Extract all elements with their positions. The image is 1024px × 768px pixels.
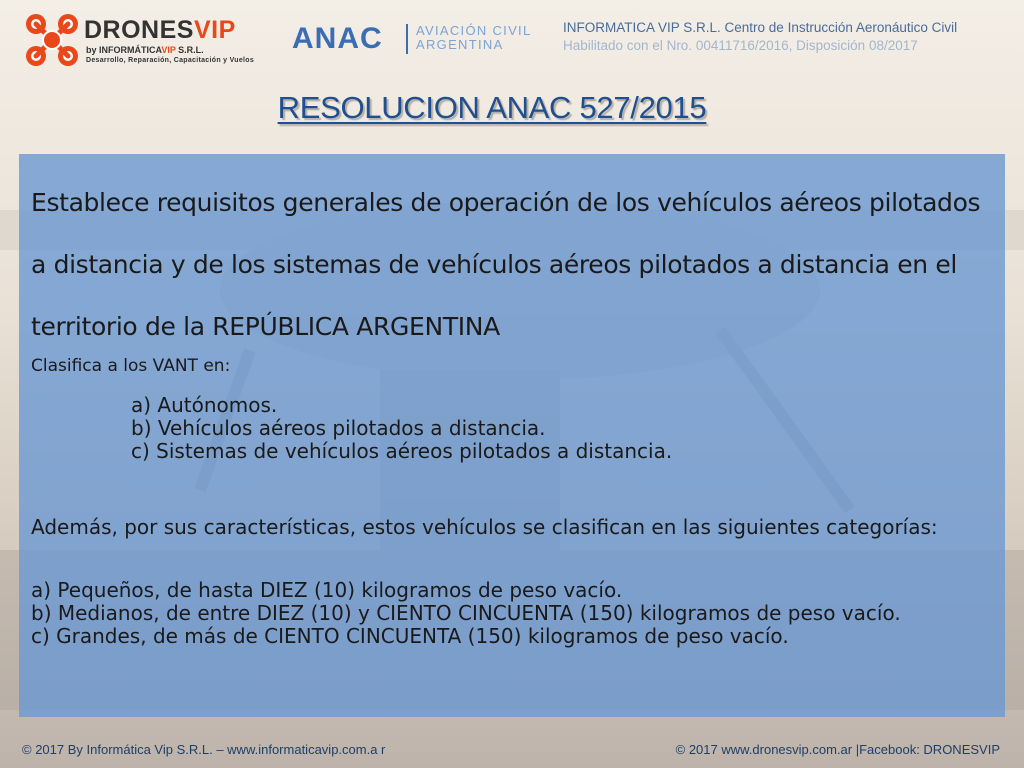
classify-label: Clasifica a los VANT en: xyxy=(31,356,231,376)
institution-info xyxy=(563,20,957,53)
categories-list xyxy=(31,579,991,648)
dronesvip-name-part1: DRONES xyxy=(84,16,194,44)
institution-info-line1: INFORMATICA VIP S.R.L. Centro de Instrucción Aeronáutico Civil xyxy=(563,20,958,35)
content-panel xyxy=(19,154,1005,717)
dronesvip-by-line xyxy=(86,45,204,55)
dronesvip-by-suffix: S.R.L. xyxy=(175,45,204,55)
category-item: c) Grandes, de más de CIENTO CINCUENTA (150) kilogramos de peso vacío. xyxy=(31,624,789,648)
dronesvip-by-prefix: by INFORMÁTICA xyxy=(86,45,162,55)
dronesvip-by-vip: VIP xyxy=(161,45,176,55)
page-title xyxy=(0,90,984,126)
vant-type-item: a) Autónomos. xyxy=(131,393,278,417)
header xyxy=(0,0,1024,80)
anac-logo xyxy=(292,22,554,58)
vant-type-item: b) Vehículos aéreos pilotados a distancia. xyxy=(131,416,546,440)
page-title-text: RESOLUCION ANAC 527/2015 xyxy=(277,90,707,125)
anac-wordmark: ANAC xyxy=(292,22,383,55)
dronesvip-name xyxy=(84,16,236,45)
footer-copyright-informaticavip: © 2017 By Informática Vip S.R.L. – www.informaticavip.com.a r xyxy=(22,742,386,757)
anac-subtitle-line1: AVIACIÓN CIVIL xyxy=(416,23,532,38)
dronesvip-subtitle: Desarrollo, Reparación, Capacitación y Vuelos xyxy=(86,57,255,64)
anac-subtitle-line2: ARGENTINA xyxy=(416,37,504,52)
drone-emblem-icon xyxy=(24,12,80,68)
anac-divider xyxy=(406,24,408,54)
vant-types-list xyxy=(131,394,672,463)
category-item: b) Medianos, de entre DIEZ (10) y CIENTO CINCUENTA (150) kilogramos de peso vacío. xyxy=(31,601,901,625)
category-item: a) Pequeños, de hasta DIEZ (10) kilogramos de peso vacío. xyxy=(31,578,623,602)
footer-copyright-dronesvip: © 2017 www.dronesvip.com.ar |Facebook: DRONESVIP xyxy=(675,742,1000,757)
intro-paragraph: Establece requisitos generales de operación de los vehículos aéreos pilotados a distancia y de los sistemas de vehículos aéreos pilotados a distancia en el territorio de la REPÚBLICA ARGENTINA xyxy=(31,188,981,341)
institution-info-line2: Habilitado con el Nro. 00411716/2016, Disposición 08/2017 xyxy=(563,38,918,53)
dronesvip-logo xyxy=(24,12,274,72)
categories-intro: Además, por sus características, estos vehículos se clasifican en las siguientes categorías: xyxy=(31,515,938,539)
vant-type-item: c) Sistemas de vehículos aéreos pilotados a distancia. xyxy=(131,439,673,463)
dronesvip-name-part2: VIP xyxy=(193,16,236,44)
